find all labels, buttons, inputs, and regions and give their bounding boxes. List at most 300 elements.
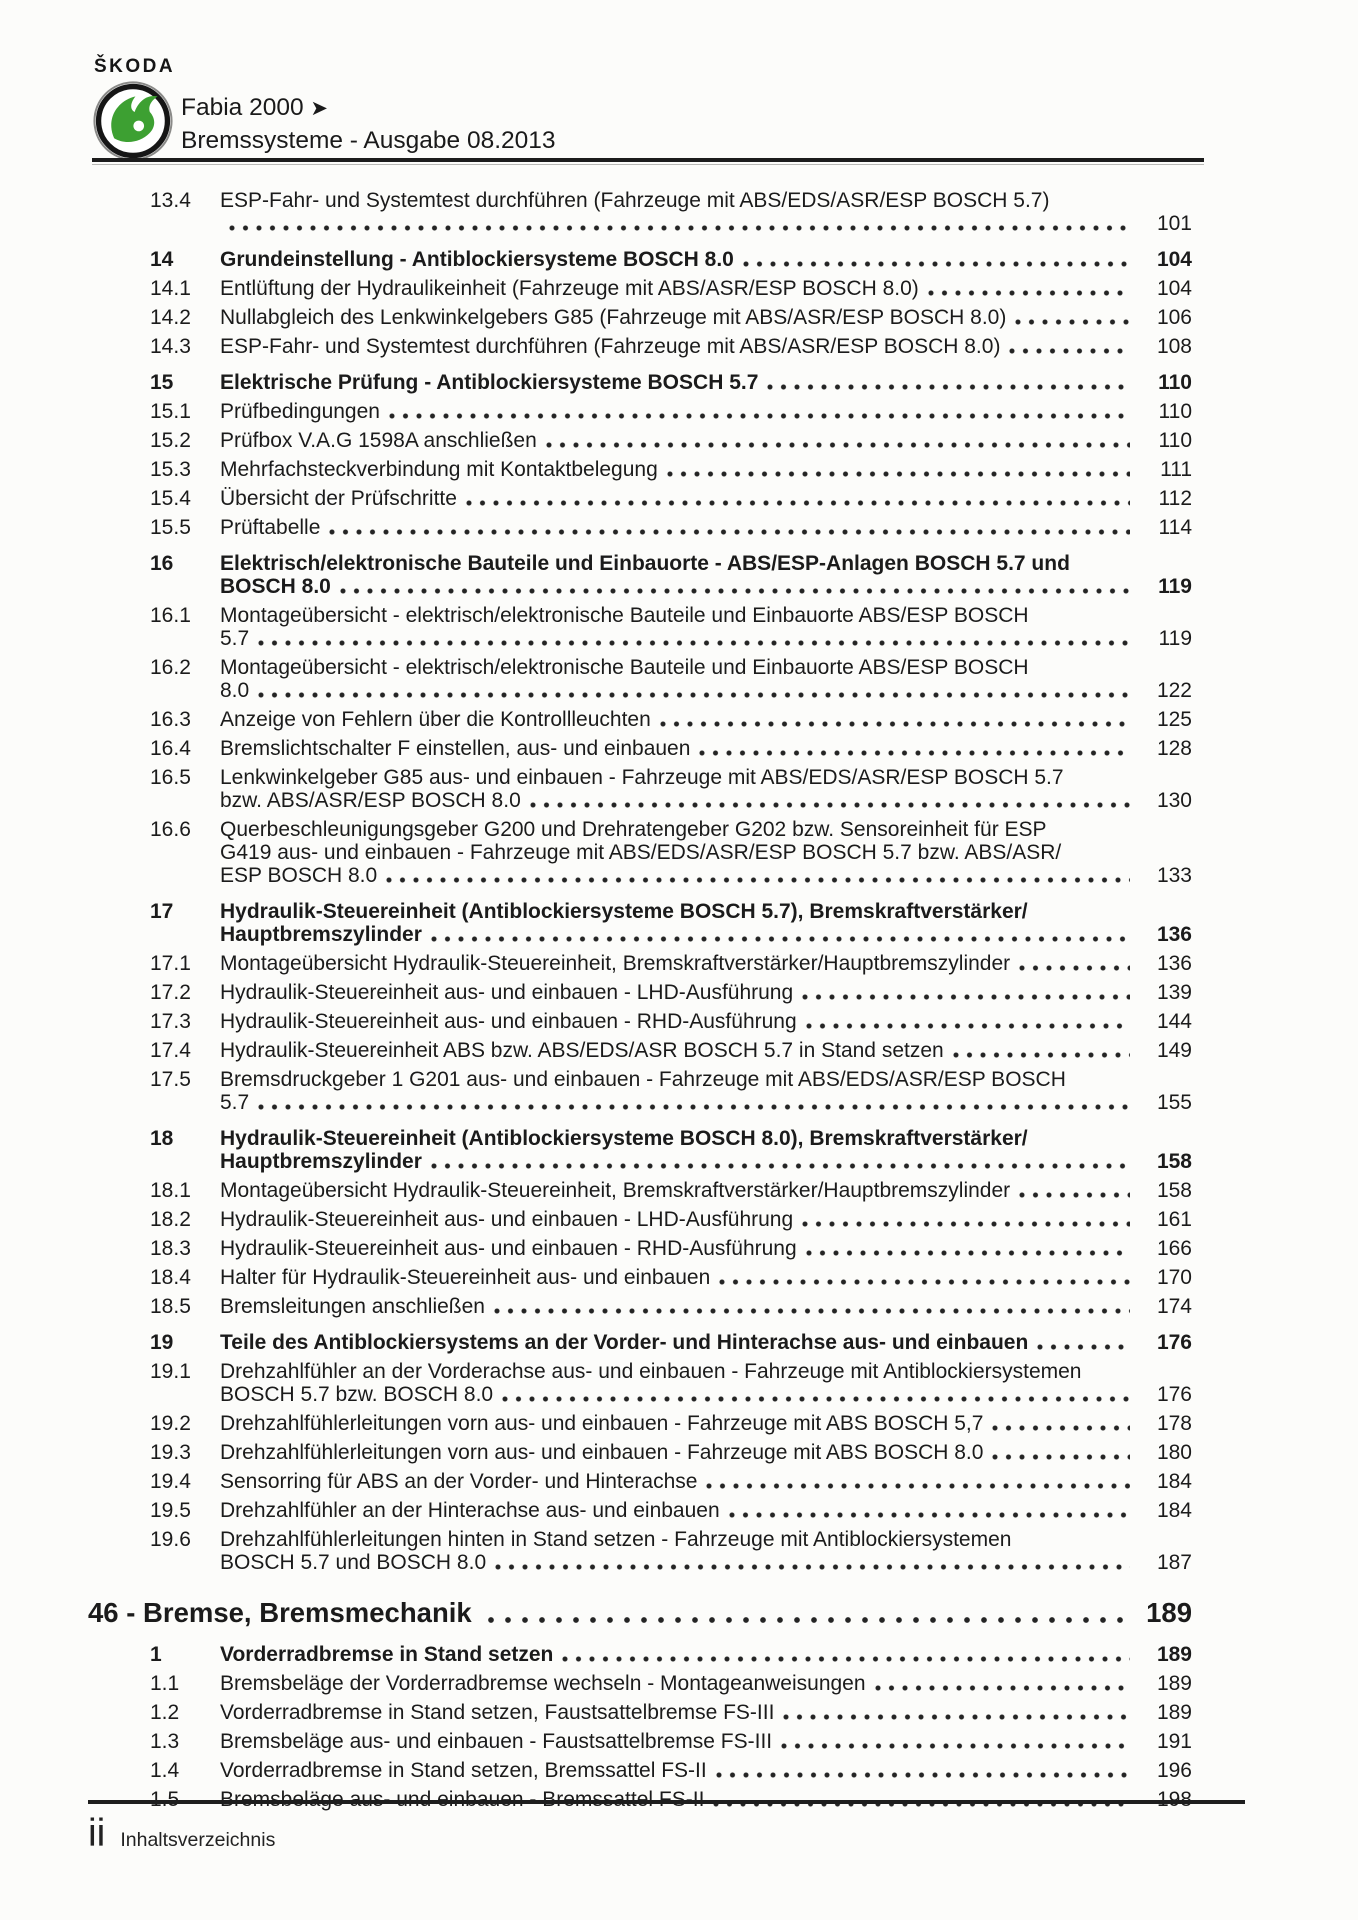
toc-entry-page: 104 xyxy=(1156,277,1192,300)
toc-entry-body xyxy=(220,248,1192,271)
toc-entry-page: 144 xyxy=(1156,1010,1192,1033)
toc-entry-page: 112 xyxy=(1158,487,1192,510)
toc-entry-lastline xyxy=(220,952,1192,975)
toc-entry xyxy=(150,1237,1192,1260)
toc-entry-page: 119 xyxy=(1158,627,1192,650)
toc-entry xyxy=(150,1701,1192,1724)
toc-entry-title-line: Querbeschleunigungsgeber G200 und Drehratengeber G202 bzw. Sensoreinheit für ESP xyxy=(220,818,1047,841)
toc-entry-body xyxy=(220,818,1192,887)
toc-entry-page: 184 xyxy=(1156,1499,1192,1522)
leader-dots-icon xyxy=(991,1441,1130,1464)
toc-entry xyxy=(150,818,1192,887)
toc-entry-page: 110 xyxy=(1158,371,1192,394)
toc-entry-body xyxy=(220,335,1192,358)
toc-entry-lastline xyxy=(220,627,1192,650)
toc-entry-page: 133 xyxy=(1156,864,1192,887)
toc-entry-number: 15.2 xyxy=(150,429,191,452)
toc-entry-title-line: Nullabgleich des Lenkwinkelgebers G85 (Fahrzeuge mit ABS/ASR/ESP BOSCH 8.0) xyxy=(220,306,1007,329)
toc-entry-lastline xyxy=(220,1759,1192,1782)
toc-entry-page: 149 xyxy=(1156,1039,1192,1062)
toc-entry-page: 106 xyxy=(1156,306,1192,329)
toc-entry-title-line: Vorderradbremse in Stand setzen xyxy=(220,1643,554,1666)
toc-entry-lastline xyxy=(220,516,1192,539)
toc-entry-lastline xyxy=(220,1383,1192,1406)
leader-dots-icon xyxy=(228,212,1130,235)
toc-entry-body xyxy=(220,708,1192,731)
toc-entry-title-line: Vorderradbremse in Stand setzen, Bremssattel FS-II xyxy=(220,1759,707,1782)
toc-entry-lastline xyxy=(220,1150,1192,1173)
toc-entry-body xyxy=(220,1412,1192,1435)
leader-dots-icon xyxy=(728,1499,1130,1522)
toc-entry xyxy=(150,1499,1192,1522)
leader-dots-icon xyxy=(742,248,1130,271)
toc-entry-number: 15.3 xyxy=(150,458,191,481)
leader-dots-icon xyxy=(780,1730,1130,1753)
toc-entry-title-line: Halter für Hydraulik-Steuereinheit aus- und einbauen xyxy=(220,1266,711,1289)
header-rule xyxy=(92,158,1204,162)
toc-entry xyxy=(150,371,1192,394)
toc-entry-number: 15.4 xyxy=(150,487,191,510)
toc-entry-lastline xyxy=(220,1643,1192,1666)
toc-entry xyxy=(150,458,1192,481)
leader-dots-icon xyxy=(666,458,1130,481)
leader-dots-icon xyxy=(257,1091,1130,1114)
header-subtitle: Bremssysteme - Ausgabe 08.2013 xyxy=(181,127,556,154)
toc-entry-lastline xyxy=(220,277,1192,300)
toc-entry-body xyxy=(220,1672,1192,1695)
toc-entry-title-line: Drehzahlfühlerleitungen hinten in Stand setzen - Fahrzeuge mit Antiblockiersystemen xyxy=(220,1528,1012,1551)
toc-entry-number: 1 xyxy=(150,1643,162,1666)
toc-entry-body xyxy=(220,1295,1192,1318)
toc-entry xyxy=(150,277,1192,300)
toc-entry-body xyxy=(220,1010,1192,1033)
toc-entry-title-line: Grundeinstellung - Antiblockiersysteme BOSCH 8.0 xyxy=(220,248,734,271)
toc-entry-title-line: Montageübersicht - elektrisch/elektronische Bauteile und Einbauorte ABS/ESP BOSCH xyxy=(220,656,1029,679)
toc-entry-number: 18.1 xyxy=(150,1179,191,1202)
toc-entry-title-line: Lenkwinkelgeber G85 aus- und einbauen - Fahrzeuge mit ABS/EDS/ASR/ESP BOSCH 5.7 xyxy=(220,766,1064,789)
leader-dots-icon xyxy=(698,737,1130,760)
toc-entry-number: 1.3 xyxy=(150,1730,180,1753)
toc-entry-title-line: 5.7 xyxy=(220,627,250,650)
toc-entry-title-line: Hauptbremszylinder xyxy=(220,923,422,946)
toc-entry xyxy=(150,952,1192,975)
leader-dots-icon xyxy=(705,1470,1130,1493)
toc-entry-lastline xyxy=(220,1331,1192,1354)
toc-entry-page: 114 xyxy=(1158,516,1192,539)
toc-entry-body xyxy=(220,1127,1192,1173)
toc-entry xyxy=(150,335,1192,358)
toc-entry-number: 17.4 xyxy=(150,1039,191,1062)
toc-entry xyxy=(150,1266,1192,1289)
toc-entry-body xyxy=(220,1470,1192,1493)
toc-entry-title-line: BOSCH 5.7 bzw. BOSCH 8.0 xyxy=(220,1383,494,1406)
toc-entry-title-line: BOSCH 8.0 xyxy=(220,575,331,598)
leader-dots-icon xyxy=(991,1412,1130,1435)
toc-entry xyxy=(150,1068,1192,1114)
leader-dots-icon xyxy=(952,1039,1130,1062)
leader-dots-icon xyxy=(782,1701,1130,1724)
leader-dots-icon xyxy=(385,864,1130,887)
toc-entry-body xyxy=(220,1759,1192,1782)
toc-entry-number: 18.2 xyxy=(150,1208,191,1231)
toc-entry xyxy=(150,248,1192,271)
toc-entry-page: 176 xyxy=(1156,1383,1192,1406)
toc-entry-lastline xyxy=(220,1551,1192,1574)
toc-entry xyxy=(150,900,1192,946)
toc-entry xyxy=(150,981,1192,1004)
toc-entry-title-line: Anzeige von Fehlern über die Kontrollleuchten xyxy=(220,708,651,731)
toc-entry-title-line: Hydraulik-Steuereinheit aus- und einbauen - RHD-Ausführung xyxy=(220,1237,797,1260)
toc-entry-number: 19 xyxy=(150,1331,174,1354)
toc-entry xyxy=(150,1730,1192,1753)
toc-entry-page: 155 xyxy=(1156,1091,1192,1114)
toc-entry-number: 18 xyxy=(150,1127,174,1150)
toc-entry-body xyxy=(220,552,1192,598)
toc-entry-number: 17.3 xyxy=(150,1010,191,1033)
toc-entry xyxy=(150,1528,1192,1574)
toc-entry-body xyxy=(220,1237,1192,1260)
toc-entry-lastline xyxy=(220,789,1192,812)
toc-entry-title-line: 5.7 xyxy=(220,1091,250,1114)
toc-entry xyxy=(150,487,1192,510)
toc-entry-title-line: Prüfbox V.A.G 1598A anschließen xyxy=(220,429,537,452)
toc-entry-title-line: Montageübersicht - elektrisch/elektronische Bauteile und Einbauorte ABS/ESP BOSCH xyxy=(220,604,1029,627)
toc-entry-title-line: Drehzahlfühler an der Hinterachse aus- und einbauen xyxy=(220,1499,720,1522)
toc-entry xyxy=(150,1470,1192,1493)
toc-entry-lastline xyxy=(220,1179,1192,1202)
toc-list xyxy=(88,163,1192,1811)
leader-dots-icon xyxy=(1008,335,1130,358)
toc-entry xyxy=(150,1643,1192,1666)
leader-dots-icon xyxy=(501,1383,1130,1406)
toc-entry-title-line: Vorderradbremse in Stand setzen, Faustsattelbremse FS-III xyxy=(220,1701,775,1724)
leader-dots-icon xyxy=(1014,306,1130,329)
toc-entry-page: 178 xyxy=(1156,1412,1192,1435)
toc-entry-body xyxy=(220,487,1192,510)
toc-entry-body xyxy=(220,1039,1192,1062)
toc-entry-number: 16.2 xyxy=(150,656,191,679)
leader-dots-icon xyxy=(874,1672,1130,1695)
toc-entry-lastline xyxy=(220,306,1192,329)
toc-entry-number: 19.5 xyxy=(150,1499,191,1522)
toc-entry-lastline xyxy=(220,1470,1192,1493)
toc-entry-lastline xyxy=(220,1208,1192,1231)
toc-entry xyxy=(150,708,1192,731)
toc-entry-body xyxy=(220,604,1192,650)
toc-entry-body xyxy=(220,189,1192,235)
toc-entry xyxy=(150,1412,1192,1435)
model-title: Fabia 2000 ➤ xyxy=(181,94,328,121)
toc-entry-title-line: Hauptbremszylinder xyxy=(220,1150,422,1173)
toc-entry-body xyxy=(220,400,1192,423)
toc-entry-page: 189 xyxy=(1156,1643,1192,1666)
toc-entry-body xyxy=(220,900,1192,946)
toc-entry-body xyxy=(220,952,1192,975)
toc-entry-number: 16.3 xyxy=(150,708,191,731)
toc-entry-title-line: Hydraulik-Steuereinheit aus- und einbauen - LHD-Ausführung xyxy=(220,981,794,1004)
toc-entry-page: 104 xyxy=(1156,248,1192,271)
toc-entry-number: 14.3 xyxy=(150,335,191,358)
toc-entry-number: 15 xyxy=(150,371,174,394)
toc-entry xyxy=(150,1672,1192,1695)
toc-entry-body xyxy=(220,1331,1192,1354)
toc-entry-page: 108 xyxy=(1156,335,1192,358)
toc-entry-title-line: bzw. ABS/ASR/ESP BOSCH 8.0 xyxy=(220,789,521,812)
toc-entry-body xyxy=(220,306,1192,329)
toc-entry-page: 158 xyxy=(1156,1150,1192,1173)
footer-page-number: ii xyxy=(88,1812,106,1855)
toc-entry-number: 17 xyxy=(150,900,174,923)
toc-entry-body xyxy=(220,1701,1192,1724)
toc-entry xyxy=(150,189,1192,235)
toc-entry-page: 111 xyxy=(1160,458,1192,481)
toc-entry-lastline xyxy=(220,737,1192,760)
leader-dots-icon xyxy=(927,277,1130,300)
toc-entry-title-line: Bremslichtschalter F einstellen, aus- und einbauen xyxy=(220,737,691,760)
toc-entry-number: 17.1 xyxy=(150,952,191,975)
toc-entry-title-line: Teile des Antiblockiersystems an der Vorder- und Hinterachse aus- und einbauen xyxy=(220,1331,1029,1354)
toc-entry-title-line: Hydraulik-Steuereinheit aus- und einbauen - RHD-Ausführung xyxy=(220,1010,797,1033)
leader-dots-icon xyxy=(805,1010,1130,1033)
toc-entry-number: 19.2 xyxy=(150,1412,191,1435)
toc-entry-page: 110 xyxy=(1158,429,1192,452)
toc-entry xyxy=(150,400,1192,423)
leader-dots-icon xyxy=(801,1208,1130,1231)
toc-entry-page: 139 xyxy=(1156,981,1192,1004)
leader-dots-icon xyxy=(529,789,1130,812)
toc-entry-title-line: Elektrische Prüfung - Antiblockiersysteme BOSCH 5.7 xyxy=(220,371,759,394)
chapter-heading xyxy=(88,1596,1192,1630)
leader-dots-icon xyxy=(494,1551,1130,1574)
leader-dots-icon xyxy=(486,1596,1128,1630)
toc-entry-lastline xyxy=(220,1039,1192,1062)
toc-entry-page: 119 xyxy=(1158,575,1192,598)
toc-entry xyxy=(150,1331,1192,1354)
toc-entry-number: 17.2 xyxy=(150,981,191,1004)
toc-entry-lastline xyxy=(220,679,1192,702)
toc-entry-title-line: Bremsbeläge der Vorderradbremse wechseln - Montageanweisungen xyxy=(220,1672,866,1695)
toc-entry-body xyxy=(220,1360,1192,1406)
toc-entry-body xyxy=(220,1441,1192,1464)
toc-entry-lastline xyxy=(220,1672,1192,1695)
toc-entry-lastline xyxy=(220,487,1192,510)
leader-dots-icon xyxy=(339,575,1130,598)
toc-entry xyxy=(150,306,1192,329)
toc-entry-lastline xyxy=(220,1091,1192,1114)
toc-entry-number: 19.6 xyxy=(150,1528,191,1551)
toc-entry-lastline xyxy=(220,248,1192,271)
toc-entry-title-line: Drehzahlfühlerleitungen vorn aus- und einbauen - Fahrzeuge mit ABS BOSCH 5,7 xyxy=(220,1412,984,1435)
toc-entry-lastline xyxy=(220,1266,1192,1289)
toc-entry-title-line: Elektrisch/elektronische Bauteile und Einbauorte - ABS/ESP-Anlagen BOSCH 5.7 und xyxy=(220,552,1070,575)
toc-entry-body xyxy=(220,277,1192,300)
toc-entry-body xyxy=(220,429,1192,452)
toc-entry-body xyxy=(220,766,1192,812)
toc-entry-number: 18.4 xyxy=(150,1266,191,1289)
leader-dots-icon xyxy=(715,1759,1130,1782)
toc-entry-lastline xyxy=(220,1295,1192,1318)
toc-entry xyxy=(150,1759,1192,1782)
toc-entry xyxy=(150,516,1192,539)
leader-dots-icon xyxy=(805,1237,1130,1260)
toc-entry-body xyxy=(220,1266,1192,1289)
toc-entry-body xyxy=(220,1643,1192,1666)
leader-dots-icon xyxy=(545,429,1130,452)
toc-entry xyxy=(150,552,1192,598)
toc-entry-title-line: Drehzahlfühlerleitungen vorn aus- und einbauen - Fahrzeuge mit ABS BOSCH 8.0 xyxy=(220,1441,984,1464)
toc-entry-page: 196 xyxy=(1156,1759,1192,1782)
toc-entry-page: 125 xyxy=(1156,708,1192,731)
toc-entry-title-line: Übersicht der Prüfschritte xyxy=(220,487,457,510)
toc-entry-lastline xyxy=(220,1701,1192,1724)
toc-entry-page: 187 xyxy=(1156,1551,1192,1574)
toc-entry xyxy=(150,1039,1192,1062)
leader-dots-icon xyxy=(430,923,1130,946)
toc-entry-lastline xyxy=(220,1730,1192,1753)
toc-entry xyxy=(150,1127,1192,1173)
chapter-page: 189 xyxy=(1146,1597,1192,1628)
toc-entry-title-line: ESP-Fahr- und Systemtest durchführen (Fahrzeuge mit ABS/EDS/ASR/ESP BOSCH 5.7) xyxy=(220,189,1050,212)
leader-dots-icon xyxy=(1018,1179,1130,1202)
toc-entry xyxy=(150,604,1192,650)
toc-entry-title-line: ESP BOSCH 8.0 xyxy=(220,864,378,887)
toc-entry-title-line: ESP-Fahr- und Systemtest durchführen (Fahrzeuge mit ABS/ASR/ESP BOSCH 8.0) xyxy=(220,335,1001,358)
leader-dots-icon xyxy=(801,981,1130,1004)
toc-entry-lastline xyxy=(220,1412,1192,1435)
toc-entry-lastline xyxy=(220,335,1192,358)
toc-entry-title-line: Entlüftung der Hydraulikeinheit (Fahrzeuge mit ABS/ASR/ESP BOSCH 8.0) xyxy=(220,277,919,300)
toc-entry-page: 136 xyxy=(1156,923,1192,946)
toc-entry-title-line: Montageübersicht Hydraulik-Steuereinheit, Bremskraftverstärker/Hauptbremszylinder xyxy=(220,1179,1011,1202)
toc-entry-page: 166 xyxy=(1156,1237,1192,1260)
toc-entry xyxy=(150,656,1192,702)
toc-entry-number: 18.5 xyxy=(150,1295,191,1318)
toc-entry-body xyxy=(220,1068,1192,1114)
toc-entry-body xyxy=(220,656,1192,702)
toc-entry-page: 174 xyxy=(1156,1295,1192,1318)
toc-entry-title-line: BOSCH 5.7 und BOSCH 8.0 xyxy=(220,1551,487,1574)
toc-entry xyxy=(150,1360,1192,1406)
toc-entry xyxy=(150,1010,1192,1033)
toc-entry-number: 1.1 xyxy=(150,1672,180,1695)
toc-entry-page: 130 xyxy=(1156,789,1192,812)
toc-entry-number: 18.3 xyxy=(150,1237,191,1260)
toc-entry-title-line: Hydraulik-Steuereinheit (Antiblockiersysteme BOSCH 5.7), Bremskraftverstärker/ xyxy=(220,900,1028,923)
toc-entry-number: 15.5 xyxy=(150,516,191,539)
leader-dots-icon xyxy=(1036,1331,1130,1354)
toc-entry-page: 158 xyxy=(1156,1179,1192,1202)
toc-entry-body xyxy=(220,981,1192,1004)
toc-entry-page: 136 xyxy=(1156,952,1192,975)
leader-dots-icon xyxy=(718,1266,1130,1289)
toc-entry-lastline xyxy=(220,923,1192,946)
toc-entry-body xyxy=(220,1208,1192,1231)
toc-entry-body xyxy=(220,1528,1192,1574)
toc-entry-title-line: Mehrfachsteckverbindung mit Kontaktbelegung xyxy=(220,458,658,481)
toc-entry-number: 16.1 xyxy=(150,604,191,627)
toc-entry-title-line: Sensorring für ABS an der Vorder- und Hinterachse xyxy=(220,1470,698,1493)
leader-dots-icon xyxy=(257,627,1130,650)
toc-entry-lastline xyxy=(220,371,1192,394)
toc-entry-title-line: Drehzahlfühler an der Vorderachse aus- und einbauen - Fahrzeuge mit Antiblockiersystemen xyxy=(220,1360,1082,1383)
skoda-wordmark: ŠKODA xyxy=(94,56,176,77)
toc-entry-lastline xyxy=(220,708,1192,731)
page-footer xyxy=(88,1812,275,1856)
toc-entry-title-line: Hydraulik-Steuereinheit aus- und einbauen - LHD-Ausführung xyxy=(220,1208,794,1231)
toc-entry-body xyxy=(220,737,1192,760)
toc-entry-page: 180 xyxy=(1156,1441,1192,1464)
footer-rule xyxy=(88,1800,1245,1804)
toc-entry xyxy=(150,766,1192,812)
footer-label: Inhaltsverzeichnis xyxy=(120,1829,276,1851)
toc-entry-number: 13.4 xyxy=(150,189,191,212)
toc-entry-page: 101 xyxy=(1156,212,1192,235)
toc-entry-number: 19.4 xyxy=(150,1470,191,1493)
toc-entry-number: 14.1 xyxy=(150,277,191,300)
toc-entry-body xyxy=(220,1499,1192,1522)
toc-entry-number: 16 xyxy=(150,552,174,575)
toc-entry-title-line: Bremsleitungen anschließen xyxy=(220,1295,485,1318)
toc-entry-lastline xyxy=(220,1441,1192,1464)
toc-entry-body xyxy=(220,458,1192,481)
leader-dots-icon xyxy=(465,487,1130,510)
toc-entry-title-line: Prüftabelle xyxy=(220,516,321,539)
leader-dots-icon xyxy=(561,1643,1130,1666)
toc-entry-lastline xyxy=(220,212,1192,235)
toc-entry-body xyxy=(220,371,1192,394)
toc-entry-page: 122 xyxy=(1156,679,1192,702)
toc-entry-number: 16.4 xyxy=(150,737,191,760)
toc-entry xyxy=(150,429,1192,452)
toc-entry-title-line: 8.0 xyxy=(220,679,250,702)
toc-entry-page: 110 xyxy=(1158,400,1192,423)
leader-dots-icon xyxy=(659,708,1130,731)
toc-entry-page: 128 xyxy=(1156,737,1192,760)
leader-dots-icon xyxy=(766,371,1130,394)
toc-entry-page: 189 xyxy=(1156,1672,1192,1695)
toc-entry-lastline xyxy=(220,575,1192,598)
toc-entry-number: 15.1 xyxy=(150,400,191,423)
toc-entry-number: 16.5 xyxy=(150,766,191,789)
leader-dots-icon xyxy=(1018,952,1130,975)
toc-entry xyxy=(150,1208,1192,1231)
model-arrow-icon: ➤ xyxy=(310,97,328,120)
leader-dots-icon xyxy=(257,679,1130,702)
toc-entry-number: 1.4 xyxy=(150,1759,180,1782)
toc-entry xyxy=(150,1179,1192,1202)
toc-entry xyxy=(150,1441,1192,1464)
toc-entry-lastline xyxy=(220,400,1192,423)
toc-entry-lastline xyxy=(220,429,1192,452)
toc-entry-number: 19.1 xyxy=(150,1360,191,1383)
toc-entry-body xyxy=(220,516,1192,539)
toc-entry-page: 189 xyxy=(1156,1701,1192,1724)
toc-entry-lastline xyxy=(220,981,1192,1004)
toc-entry-lastline xyxy=(220,864,1192,887)
leader-dots-icon xyxy=(430,1150,1130,1173)
leader-dots-icon xyxy=(328,516,1130,539)
toc-entry-page: 170 xyxy=(1156,1266,1192,1289)
toc-entry-lastline xyxy=(220,1499,1192,1522)
toc-entry-lastline xyxy=(220,458,1192,481)
leader-dots-icon xyxy=(388,400,1130,423)
toc-entry-lastline xyxy=(220,1237,1192,1260)
toc-entry-title-line: Hydraulik-Steuereinheit (Antiblockiersysteme BOSCH 8.0), Bremskraftverstärker/ xyxy=(220,1127,1028,1150)
toc-entry-number: 1.2 xyxy=(150,1701,180,1724)
toc-entry-title-line: Hydraulik-Steuereinheit ABS bzw. ABS/EDS/ASR BOSCH 5.7 in Stand setzen xyxy=(220,1039,944,1062)
toc-entry-title-line: Prüfbedingungen xyxy=(220,400,380,423)
toc-entry-number: 14.2 xyxy=(150,306,191,329)
